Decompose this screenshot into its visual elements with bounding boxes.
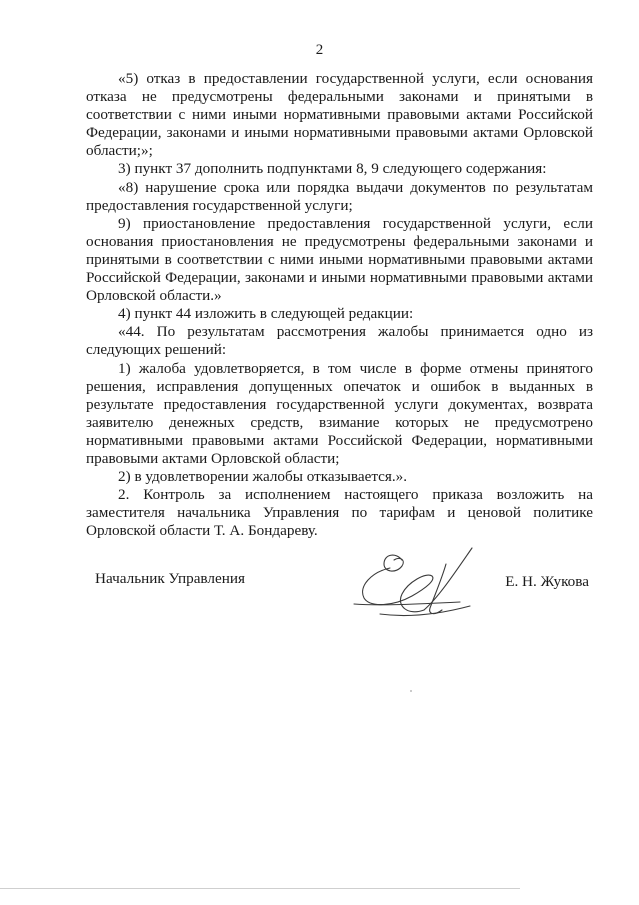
- footer-divider: [0, 888, 520, 889]
- document-body: [86, 70, 593, 540]
- scan-speck: [410, 690, 412, 692]
- paragraph: «8) нарушение срока или порядка выдачи документов по результатам предоставления государственной услуги;: [86, 178, 593, 214]
- paragraph: «44. По результатам рассмотрения жалобы принимается одно из следующих решений:: [86, 323, 593, 359]
- paragraph: 9) приостановление предоставления государственной услуги, если основания приостановления не предусмотрены федеральными законами и принятыми в соответствии с ними иными нормативными правовыми актами Российской Федерации, законами и иными нормативными правовыми актами Орловской области.»: [86, 214, 593, 305]
- paragraph: 4) пункт 44 изложить в следующей редакции:: [118, 305, 414, 323]
- handwritten-signature: [350, 538, 500, 628]
- page-number: 2: [315, 42, 324, 58]
- signatory-title: Начальник Управления: [95, 570, 245, 587]
- paragraph: 3) пункт 37 дополнить подпунктами 8, 9 следующего содержания:: [118, 160, 547, 178]
- signatory-name: Е. Н. Жукова: [505, 573, 589, 590]
- signature-block: [95, 570, 593, 620]
- paragraph: «5) отказ в предоставлении государственной услуги, если основания отказа не предусмотрены федеральными законами и принятыми в соответствии с ними иными нормативными правовыми актами Российской Федерации, законами и иными нормативными правовыми актами Орловской области;»;: [86, 70, 593, 160]
- paragraph: 2. Контроль за исполнением настоящего приказа возложить на заместителя начальника Управления по тарифам и ценовой политике Орловской области Т. А. Бондареву.: [86, 486, 593, 540]
- paragraph: 1) жалоба удовлетворяется, в том числе в форме отмены принятого решения, исправления допущенных опечаток и ошибок в выданных в результате предоставления государственной услуги документах, возврата заявителю денежных средств, взимание которых не предусмотрено нормативными правовыми актами Российской Федерации, нормативными правовыми актами Орловской области;: [86, 359, 593, 467]
- paragraph: 2) в удовлетворении жалобы отказывается.».: [118, 468, 408, 486]
